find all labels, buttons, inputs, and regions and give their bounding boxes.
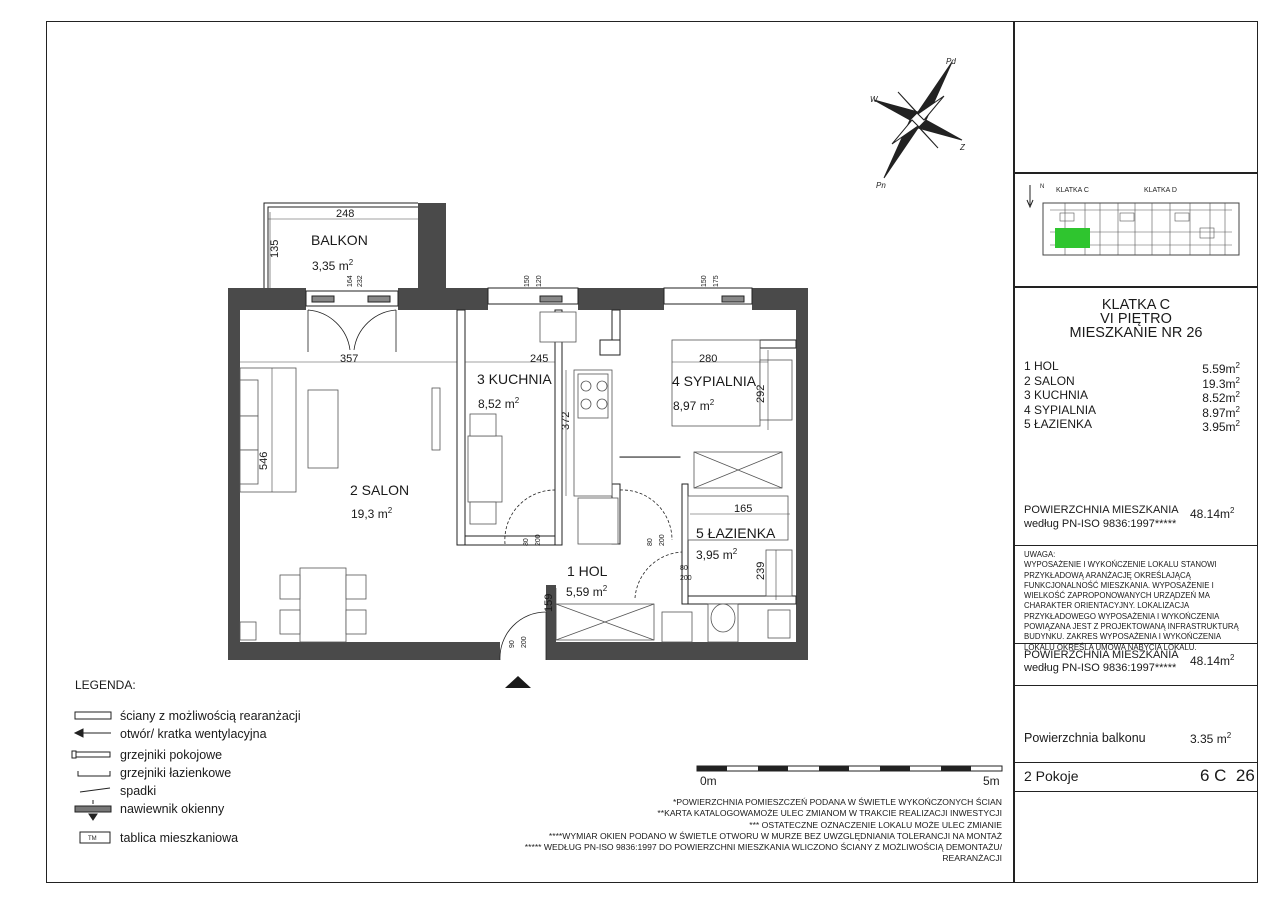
room-name-hol: 1 HOL	[567, 563, 608, 579]
dim-bathroom-width: 165	[734, 503, 753, 515]
windows	[306, 288, 752, 306]
rooms-table	[1024, 359, 1240, 435]
compass-west-label: W	[870, 95, 878, 104]
total-area-2-label-line-1: POWIERZCHNIA MIESZKANIA	[1024, 649, 1179, 661]
room-name-salon: 2 SALON	[350, 482, 410, 498]
room-name-kuchnia: 3 KUCHNIA	[477, 371, 552, 387]
room-area-hol: 5,59 $m^2$	[566, 584, 608, 599]
dim-balkon-width: 248	[336, 208, 355, 220]
apartment-staircase: KLATKA C	[1101, 297, 1171, 313]
room-radiator-icon	[76, 752, 110, 757]
total-area-label-line-2: według PN-ISO 9836:1997*****	[1024, 518, 1177, 530]
ventilation-icon	[75, 729, 83, 737]
room-name-lazienka: 5 ŁAZIENKA	[696, 525, 776, 541]
footnotes	[442, 797, 1002, 865]
dim-kitchen-depth: 372	[560, 411, 572, 430]
apartment-board-icon-label: TM	[88, 836, 97, 842]
rooms-table-name: 1 HOL	[1024, 359, 1059, 373]
legend-item-board: tablica mieszkaniowa	[120, 831, 239, 845]
balcony-area-label: Powierzchnia balkonu	[1024, 731, 1146, 745]
dim-kitchen-door-width: 80	[523, 538, 530, 546]
legend-item-walls: ściany z możliwością rearanżacji	[120, 709, 301, 723]
compass-south-label: Pn	[876, 181, 886, 190]
compass-north-label: Pd	[946, 57, 956, 66]
rooms-table-area: $3.95m^2$	[1202, 419, 1240, 435]
total-area-value: $48.14m^2$	[1190, 506, 1235, 521]
compass-east-label: Z	[960, 143, 965, 152]
room-area-balkon: 3,35 $m^2$	[312, 258, 354, 273]
legend-symbols	[72, 712, 111, 843]
dim-bathroom-door-height: 200	[680, 575, 692, 582]
legend-item-room-radiators: grzejniki pokojowe	[120, 748, 223, 762]
footnote-3: *** OSTATECZNE OZNACZENIE LOKALU MOŻE ULEC ZMIANIE	[749, 819, 1002, 830]
legend-item-window-vent: nawiewnik okienny	[120, 802, 225, 816]
legend-item-ventilation: otwór/ kratka wentylacyjna	[120, 727, 267, 741]
rooms-table-name: 3 KUCHNIA	[1024, 388, 1089, 403]
rooms-table-area: $8.97m^2$	[1202, 404, 1240, 420]
dim-entrance-door-width: 90	[509, 640, 516, 648]
disclaimer-note	[1024, 550, 1246, 653]
bathroom-radiator-icon	[78, 771, 110, 776]
dim-entrance-door-height: 200	[521, 636, 528, 648]
svg-text:N: N	[1040, 184, 1045, 190]
rooms-table-row	[1024, 403, 1240, 418]
dim-salon-width: 357	[340, 353, 359, 365]
dim-kitchen-width: 245	[530, 353, 549, 365]
dim-bathroom-door-width: 80	[680, 565, 688, 572]
rooms-table-row	[1024, 374, 1240, 389]
apartment-code: 6 C 26	[1200, 766, 1255, 785]
total-area-label	[1024, 503, 1179, 531]
total-area-2-label-line-2: według PN-ISO 9836:1997*****	[1024, 662, 1177, 674]
footnote-1: *POWIERZCHNIA POMIESZCZEŃ PODANA W ŚWIETLE WYKOŃCZONYCH ŚCIAN	[673, 797, 1002, 807]
footnote-6: REARANŻACJI	[942, 853, 1002, 864]
disclaimer-text: WYPOSAŻENIE I WYKOŃCZENIE LOKALU STANOWI PRZYKŁADOWĄ ARANŻACJĘ OKREŚLAJĄCĄ FUNKCJONALNOŚĆ MIESZKANIA. WYPOSAŻENIE I WIELKOŚĆ ZAPROPONOWANYCH URZĄDZEŃ MA CHARAKTER ORIENTACYJNY. LOKALIZACJA PRZYKŁADOWEGO WYPOSAŻENIA I WYKOŃCZENIA POWIĄZANA JEST Z PROJEKTOWANĄ INFRASTRUKTURĄ BUDYNKU. ZAKRES WYPOSAŻENIA I WYKOŃCZENIA LOKALU OKREŚLA UMOWA NABYCIA LOKALU.	[1024, 560, 1239, 652]
rooms-table-area: $19.3m^2$	[1202, 375, 1240, 391]
rooms-table-name: 2 SALON	[1024, 373, 1075, 388]
dim-bathroom-depth: 239	[755, 561, 767, 580]
footnote-4: ****WYMIAR OKIEN PODANO W ŚWIETLE OTWORU W MURZE BEZ UWZGLĘDNIANIA TOLERANCJI NA MONTAŻ	[548, 830, 1002, 841]
rooms-table-row	[1024, 359, 1240, 374]
key-plan-klatka-c: KLATKA C	[1056, 187, 1089, 194]
dim-hall-depth: 159	[543, 593, 555, 612]
rooms-table-name: 5 ŁAZIENKA	[1024, 417, 1093, 432]
compass-rose	[870, 57, 966, 190]
dim-bedroom-window-2: 175	[713, 275, 720, 287]
scale-end-label: 5m	[983, 774, 1000, 788]
dim-bedroom-depth: 292	[755, 384, 767, 403]
apartment-title	[1014, 298, 1258, 340]
dim-bedroom-width: 280	[699, 353, 718, 365]
slope-icon	[80, 788, 110, 792]
rooms-table-name: 4 SYPIALNIA	[1024, 402, 1097, 417]
dim-bedroom-door-height: 200	[659, 534, 666, 546]
room-area-salon: 19,3 $m^2$	[351, 506, 393, 521]
dim-balkon-window-1: 164	[347, 275, 354, 287]
room-name-balkon: BALKON	[311, 232, 368, 248]
footnote-5: ***** WEDŁUG PN-ISO 9836:1997 DO POWIERZCHNI MIESZKANIA WLICZONO ŚCIANY Z MOŻLIWOŚCIĄ DEMONTAŻU/	[524, 842, 1002, 853]
dim-salon-depth: 546	[258, 451, 270, 470]
disclaimer-title: UWAGA:	[1024, 550, 1056, 559]
key-plan-klatka-d: KLATKA D	[1144, 187, 1177, 194]
dim-bedroom-door-width: 80	[647, 538, 654, 546]
room-area-kuchnia: 8,52 $m^2$	[478, 396, 520, 411]
dim-kitchen-window-2: 120	[536, 275, 543, 287]
dim-balkon-depth: 135	[269, 239, 281, 258]
apartment-floor: VI PIĘTRO	[1100, 311, 1172, 327]
rooms-table-area: $8.52m^2$	[1202, 390, 1240, 406]
total-area-value-2: $48.14m^2$	[1190, 653, 1235, 668]
room-area-lazienka: 3,95 $m^2$	[696, 547, 738, 562]
legend-title: LEGENDA:	[75, 678, 136, 692]
total-area-label-line-1: POWIERZCHNIA MIESZKANIA	[1024, 504, 1179, 516]
footnote-2: **KARTA KATALOGOWAMOŻE ULEC ZMIANOM W TRAKCIE REALIZACJI INWESTYCJI	[657, 808, 1002, 819]
room-name-sypialnia: 4 SYPIALNIA	[672, 373, 757, 389]
dim-balkon-window-2: 232	[357, 275, 364, 287]
legend-item-bathroom-radiators: grzejniki łazienkowe	[120, 766, 232, 780]
scale-bar	[697, 766, 1002, 788]
rooms-table-row	[1024, 388, 1240, 406]
dim-kitchen-window-1: 150	[524, 275, 531, 287]
scale-start-label: 0m	[700, 774, 717, 788]
entrance-arrow-icon	[505, 676, 531, 688]
room-area-sypialnia: 8,97 $m^2$	[673, 398, 715, 413]
rooms-count: 2 Pokoje	[1024, 768, 1079, 784]
rooms-table-row	[1024, 417, 1240, 435]
apartment-number: MIESZKANIE NR 26	[1069, 325, 1203, 341]
rearrangeable-wall-icon	[75, 712, 111, 719]
total-area-label-2	[1024, 649, 1179, 675]
dim-kitchen-door-height: 200	[535, 534, 542, 546]
key-plan	[1027, 184, 1239, 255]
dim-bedroom-window-1: 150	[701, 275, 708, 287]
balcony-area-value: 3.35 $m^2$	[1190, 731, 1232, 746]
rooms-table-area: $5.59m^2$	[1202, 361, 1240, 376]
legend-item-slopes: spadki	[120, 784, 157, 798]
window-vent-icon	[75, 806, 111, 812]
